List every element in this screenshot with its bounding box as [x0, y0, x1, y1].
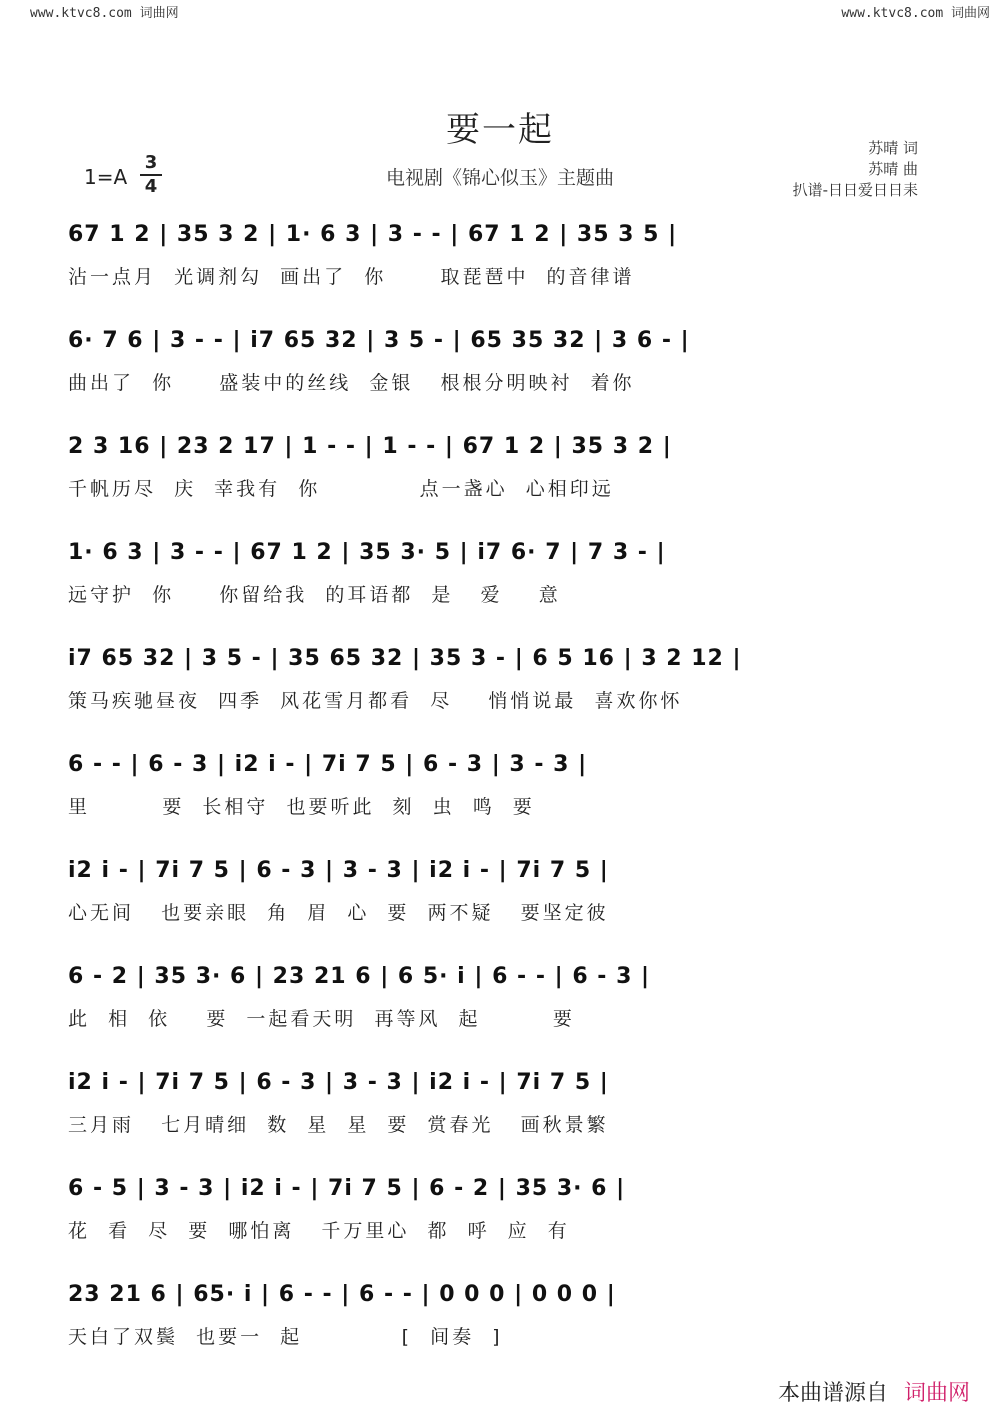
footer-brand[interactable]: 词曲网	[903, 1381, 970, 1406]
lyrics-line: 千帆历尽 庆 幸我有 你 点一盏心 心相印远	[68, 478, 614, 500]
time-signature-bottom: 4	[144, 176, 158, 197]
watermark-left: www.ktvc8.com 词曲网	[30, 6, 179, 21]
lyrics-line: 三月雨 七月晴细 数 星 星 要 赏春光 画秋景繁	[68, 1114, 609, 1136]
notation-line: 6 - - | 6 - 3 | i2 i - | 7i 7 5 | 6 - 3 | 3 - 3 |	[68, 752, 588, 777]
watermark-right: www.ktvc8.com 词曲网	[841, 6, 990, 21]
lyrics-line: 此 相 依 要 一起看天明 再等风 起 要	[68, 1008, 575, 1030]
notation-line: i2 i - | 7i 7 5 | 6 - 3 | 3 - 3 | i2 i - | 7i 7 5 |	[68, 1070, 609, 1095]
notation-line: 23 21 6 | 65· i | 6 - - | 6 - - | 0 0 0 | 0 0 0 |	[68, 1282, 616, 1307]
footer-text: 本曲谱源自	[777, 1381, 888, 1406]
song-title: 要一起	[446, 110, 554, 150]
song-subtitle: 电视剧《锦心似玉》主题曲	[385, 167, 614, 189]
notation-line: i7 65 32 | 3 5 - | 35 65 32 | 35 3 - | 6 5 16 | 3 2 12 |	[68, 646, 742, 671]
lyrics-line: 天白了双鬓 也要一 起 [ 间奏 ]	[68, 1326, 503, 1348]
notation-line: 67 1 2 | 35 3 2 | 1· 6 3 | 3 - - | 67 1 2 | 35 3 5 |	[68, 222, 678, 247]
lyrics-line: 心无间 也要亲眼 角 眉 心 要 两不疑 要坚定彼	[68, 902, 609, 924]
notation-line: 6 - 5 | 3 - 3 | i2 i - | 7i 7 5 | 6 - 2 | 35 3· 6 |	[68, 1176, 626, 1201]
time-signature-top: 3	[144, 152, 158, 173]
transcriber-credit: 扒谱-日日爱日日耒	[792, 181, 918, 199]
notation-line: 6 - 2 | 35 3· 6 | 23 21 6 | 6 5· i | 6 - - | 6 - 3 |	[68, 964, 651, 989]
lyrics-line: 里 要 长相守 也要听此 刻 虫 鸣 要	[68, 796, 535, 818]
key-signature: 1=A	[84, 165, 128, 189]
lyrics-line: 花 看 尽 要 哪怕离 千万里心 都 呼 应 有	[68, 1220, 570, 1242]
lyricist-credit: 苏晴 词	[868, 139, 918, 157]
source-footer	[778, 1376, 970, 1407]
notation-line: i2 i - | 7i 7 5 | 6 - 3 | 3 - 3 | i2 i - | 7i 7 5 |	[68, 858, 609, 883]
notation-line: 6· 7 6 | 3 - - | i7 65 32 | 3 5 - | 65 35 32 | 3 6 - |	[68, 328, 690, 353]
lyrics-line: 策马疾驰昼夜 四季 风花雪月都看 尽 悄悄说最 喜欢你怀	[68, 690, 683, 712]
lyrics-line: 沾一点月 光调剂勾 画出了 你 取琵琶中 的音律谱	[68, 266, 635, 288]
lyrics-line: 曲出了 你 盛装中的丝线 金银 根根分明映衬 着你	[68, 372, 635, 394]
notation-line: 2 3 16 | 23 2 17 | 1 - - | 1 - - | 67 1 2 | 35 3 2 |	[68, 434, 672, 459]
lyrics-line: 远守护 你 你留给我 的耳语都 是 爱 意	[68, 584, 561, 606]
composer-credit: 苏晴 曲	[868, 160, 918, 178]
notation-line: 1· 6 3 | 3 - - | 67 1 2 | 35 3· 5 | i7 6· 7 | 7 3 - |	[68, 540, 666, 565]
